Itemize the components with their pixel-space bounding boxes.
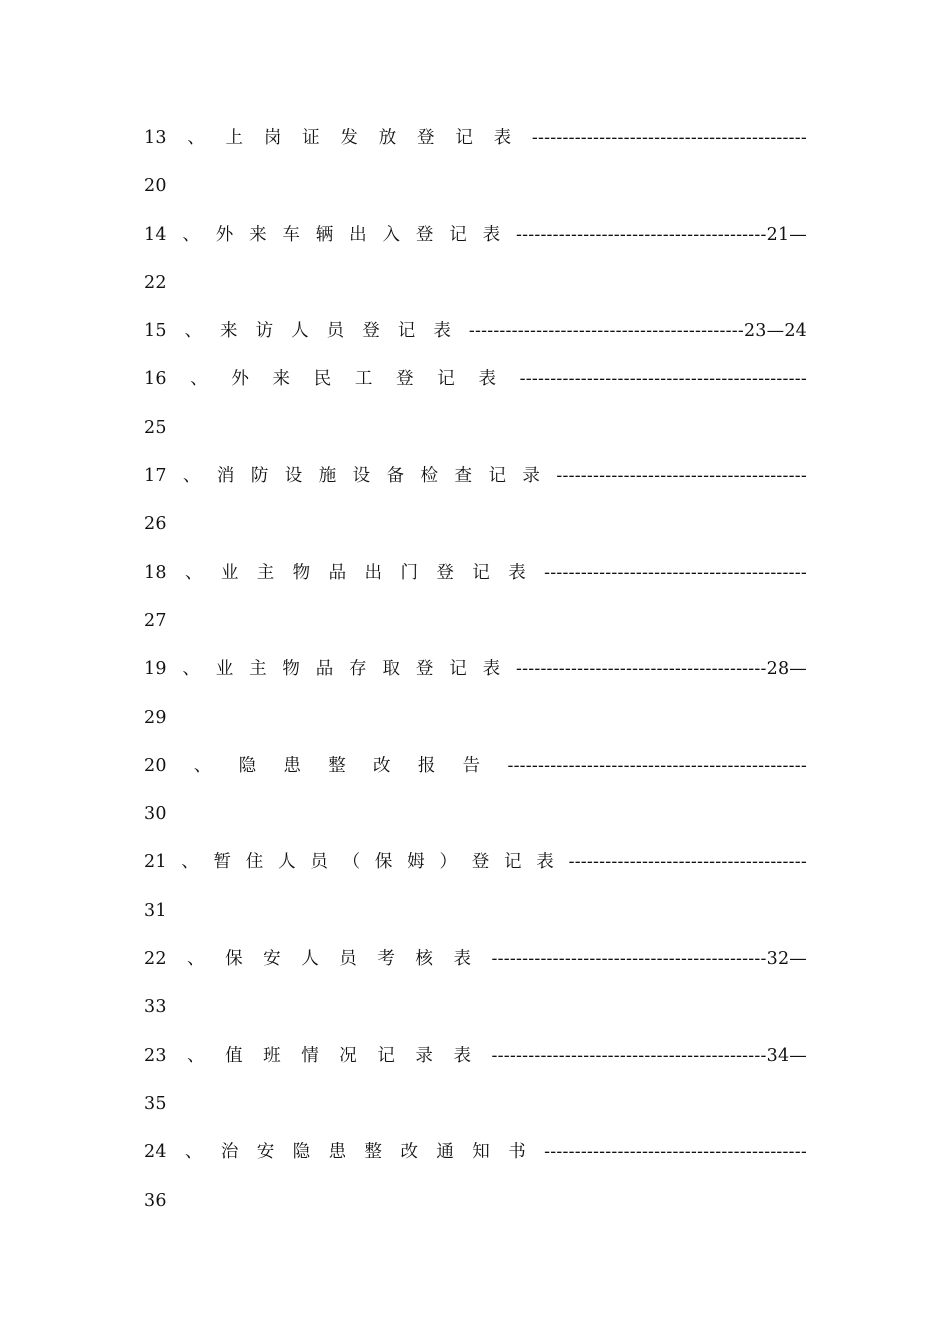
toc-entry-18: 18、业主物品出门登记表------------------------------------------- bbox=[144, 562, 807, 583]
toc-page-number: 29 bbox=[144, 707, 167, 728]
toc-page-number: 26 bbox=[144, 514, 167, 535]
toc-line bbox=[144, 460, 807, 508]
table-of-contents bbox=[144, 122, 807, 1233]
toc-line bbox=[144, 219, 807, 267]
toc-page-number: 30 bbox=[144, 804, 167, 825]
toc-entry-14: 14、外来车辆出入登记表-----------------------------------------21— bbox=[144, 224, 807, 245]
toc-page-number: 33 bbox=[144, 997, 167, 1018]
toc-page-number: 25 bbox=[144, 417, 167, 438]
toc-line bbox=[144, 315, 807, 363]
toc-entry-23: 23、值班情况记录表---------------------------------------------34— bbox=[144, 1045, 807, 1066]
toc-entry-22: 22、保安人员考核表---------------------------------------------32— bbox=[144, 949, 807, 970]
toc-entry-16: 16、外来民工登记表----------------------------------------------- bbox=[144, 369, 807, 390]
toc-entry-19: 19、业主物品存取登记表-----------------------------------------28— bbox=[144, 659, 807, 680]
toc-line bbox=[144, 1040, 807, 1088]
toc-page-number: 22 bbox=[144, 272, 167, 293]
toc-line bbox=[144, 1136, 807, 1184]
toc-line bbox=[144, 798, 807, 846]
toc-line bbox=[144, 943, 807, 991]
toc-page-number: 35 bbox=[144, 1093, 167, 1114]
toc-line bbox=[144, 653, 807, 701]
toc-entry-13: 13、上岗证发放登记表--------------------------------------------- bbox=[144, 128, 807, 148]
toc-line bbox=[144, 508, 807, 556]
toc-line bbox=[144, 1185, 807, 1233]
toc-entry-21: 21、暂住人员（保姆）登记表--------------------------------------- bbox=[144, 852, 807, 873]
toc-line bbox=[144, 170, 807, 218]
toc-line bbox=[144, 605, 807, 653]
toc-line bbox=[144, 991, 807, 1039]
toc-line bbox=[144, 895, 807, 943]
toc-entry-17: 17、消防设施设备检查记录----------------------------------------- bbox=[144, 466, 807, 487]
toc-line bbox=[144, 363, 807, 411]
toc-line bbox=[144, 267, 807, 315]
toc-page-number: 20 bbox=[144, 176, 167, 197]
toc-line bbox=[144, 122, 807, 170]
toc-line bbox=[144, 702, 807, 750]
toc-line bbox=[144, 557, 807, 605]
toc-entry-24: 24、治安隐患整改通知书------------------------------------------- bbox=[144, 1142, 807, 1163]
toc-line bbox=[144, 1088, 807, 1136]
toc-entry-20: 20、隐患整改报告------------------------------------------------- bbox=[144, 755, 807, 776]
toc-line bbox=[144, 846, 807, 894]
toc-entry-15: 15、来访人员登记表---------------------------------------------23—24 bbox=[144, 321, 807, 342]
toc-page-number: 27 bbox=[144, 610, 167, 631]
toc-line bbox=[144, 750, 807, 798]
toc-page-number: 31 bbox=[144, 900, 167, 921]
toc-line bbox=[144, 412, 807, 460]
toc-page-number: 36 bbox=[144, 1190, 167, 1211]
